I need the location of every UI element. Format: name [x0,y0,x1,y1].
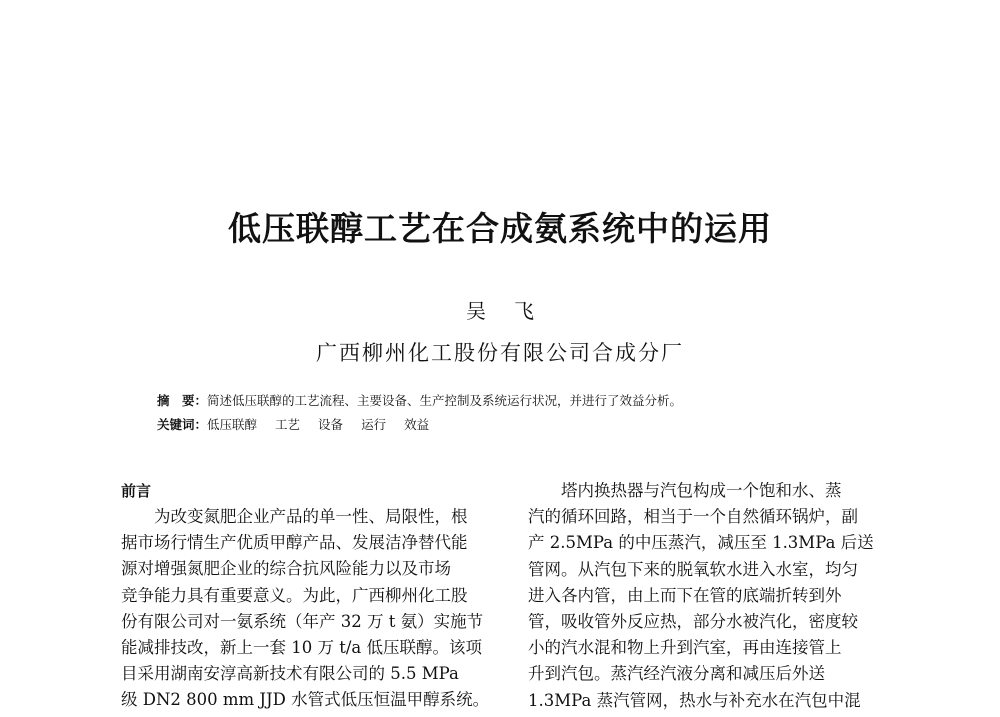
text-line: 进入各内管，由上而下在管的底端折转到外 [528,585,842,605]
body-paragraph [121,504,501,714]
right-column [528,478,900,714]
text-line: 能减排技改，新上一套 10 万 t/a 低压联醇。该项 [121,637,483,657]
text-line: 汽的循环回路，相当于一个自然循环锅炉，副 [528,507,858,527]
text-line: 管，吸收管外反应热，部分水被汽化，密度较 [528,611,858,631]
text-line: 竞争能力具有重要意义。为此，广西柳州化工股 [121,585,468,605]
abstract [157,391,957,411]
text-line: 为改变氮肥企业产品的单一性、局限性，根 [154,507,468,526]
keywords [157,415,957,435]
text-line: 级 DN2 800 mm JJD 水管式低压恒温甲醇系统。 [121,690,490,710]
keywords-label: 关键词： [157,417,208,432]
keyword-item: 效益 [404,417,430,432]
abstract-text: 简述低压联醇的工艺流程、主要设备、生产控制及系统运行状况，并进行了效益分析。 [207,393,683,408]
text-line: 源对增强氮肥企业的综合抗风险能力以及市场 [121,559,451,579]
keyword-item: 运行 [361,417,387,432]
author-affiliation: 广西柳州化工股份有限公司合成分厂 [316,341,684,365]
text-line: 目采用湖南安淳高新技术有限公司的 5.5 MPa [121,664,459,684]
left-column [121,478,501,714]
text-line: 1.3MPa 蒸汽管网，热水与补充水在汽包中混 [528,690,861,710]
abstract-label: 摘 要： [157,393,208,408]
paper-title: 低压联醇工艺在合成氨系统中的运用 [228,209,772,248]
section-heading: 前言 [121,482,152,500]
keyword-item: 低压联醇 [207,417,258,432]
text-line: 产 2.5MPa 的中压蒸汽，减压至 1.3MPa 后送 [528,533,874,553]
body-paragraph [528,478,900,714]
author-name: 吴飞 [466,299,562,323]
text-line: 份有限公司对一氨系统（年产 32 万 t 氨）实施节 [121,611,484,631]
text-line: 塔内换热器与汽包构成一个饱和水、蒸 [561,481,842,500]
text-line: 升到汽包。蒸汽经汽液分离和减压后外送 [528,664,825,684]
text-line: 据市场行情生产优质甲醇产品、发展洁净替代能 [121,533,468,553]
keyword-item: 工艺 [275,417,301,432]
text-line: 管网。从汽包下来的脱氧软水进入水室，均匀 [528,559,858,579]
keyword-item: 设备 [318,417,344,432]
text-line: 小的汽水混和物上升到汽室，再由连接管上 [528,638,842,658]
